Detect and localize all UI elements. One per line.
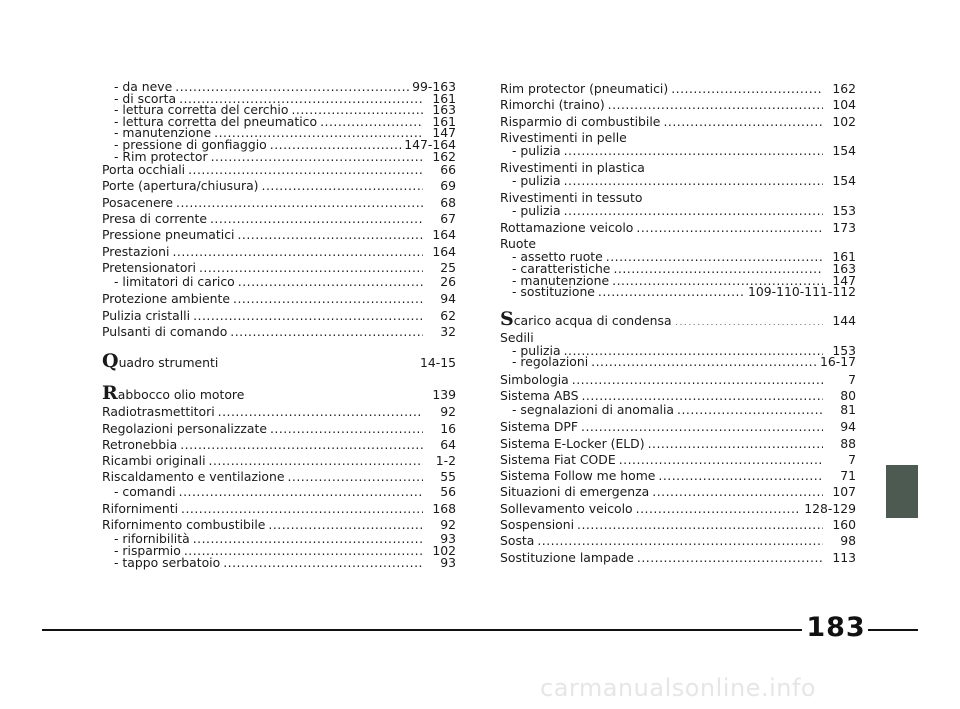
dot-leader	[658, 468, 823, 480]
dot-leader	[663, 114, 823, 126]
entry-page: 102	[432, 542, 456, 558]
dot-leader	[211, 151, 423, 163]
entry-page: 81	[840, 402, 856, 418]
entry-label	[500, 307, 672, 331]
entry-text: Rivestimenti in plastica	[500, 159, 645, 175]
index-entry	[500, 452, 856, 468]
entry-label	[102, 453, 206, 469]
entry-text: Porta occhiali	[102, 162, 186, 178]
entry-text: Sedili	[500, 329, 534, 345]
index-entry	[102, 437, 456, 453]
dot-leader	[636, 220, 823, 232]
index-entry	[102, 148, 456, 164]
dot-leader	[577, 517, 823, 529]
entry-label	[512, 142, 561, 158]
entry-page: 160	[832, 517, 856, 532]
entry-label	[102, 195, 173, 211]
entry-page: 104	[832, 97, 856, 113]
index-entry	[500, 468, 856, 484]
entry-page: 92	[440, 517, 456, 533]
entry-page: 93	[440, 554, 456, 570]
index-entry	[102, 554, 456, 570]
dot-leader	[218, 404, 423, 416]
index-entry	[102, 244, 456, 260]
entry-label	[102, 437, 177, 453]
entry-text: Porte (apertura/chiusura)	[102, 178, 259, 194]
entry-page: 94	[840, 419, 856, 435]
dot-leader	[193, 308, 423, 320]
dot-leader	[613, 263, 823, 275]
entry-label	[500, 97, 605, 113]
entry-page: 144	[832, 312, 856, 328]
dot-leader	[230, 324, 423, 336]
index-entry	[102, 384, 456, 404]
entry-page: 56	[440, 483, 456, 499]
entry-page: 32	[440, 323, 456, 339]
index-entry	[102, 195, 456, 211]
entry-page: 7	[848, 451, 856, 467]
index-entry	[102, 227, 456, 243]
entry-page: 153	[832, 342, 856, 358]
index-entry	[500, 550, 856, 566]
index-entry	[500, 205, 856, 217]
entry-text: Risparmio di combustibile	[500, 113, 661, 129]
entry-label	[102, 308, 190, 324]
entry-page: 147-164	[404, 136, 456, 152]
entry-page: 161	[432, 113, 456, 129]
entry-text: Protezione ambiente	[102, 291, 231, 307]
index-entry	[500, 517, 856, 533]
entry-label	[102, 404, 215, 420]
entry-page: 25	[440, 259, 456, 275]
entry-text: Situazioni di emergenza	[500, 484, 650, 500]
entry-text: Sistema Follow me home	[500, 468, 656, 484]
entry-label	[102, 211, 207, 227]
index-entry	[102, 178, 456, 194]
index-entry	[500, 142, 856, 158]
entry-page: 69	[440, 178, 456, 194]
index-column-left	[102, 81, 456, 568]
entry-text: - limitatori di carico	[114, 274, 235, 290]
index-column-right	[500, 81, 856, 566]
entry-text: Rottamazione veicolo	[500, 220, 634, 236]
index-entry	[500, 533, 856, 549]
dot-leader	[270, 139, 401, 151]
entry-page: 161	[432, 90, 456, 106]
dot-leader	[606, 251, 823, 263]
entry-text: carico acqua di condensa	[513, 312, 672, 328]
entry-page: 161	[832, 249, 856, 265]
entry-text: Sollevamento veicolo	[500, 500, 633, 516]
entry-page: 88	[840, 435, 856, 451]
dot-leader	[320, 116, 423, 128]
entry-label	[500, 550, 634, 566]
entry-text: - rifornibilità	[114, 531, 190, 547]
section-initial: S	[500, 307, 514, 330]
entry-page: 163	[432, 102, 456, 118]
index-entry	[500, 436, 856, 452]
entry-label	[114, 276, 235, 288]
entry-text: Simbologia	[500, 371, 569, 387]
entry-page: 55	[440, 469, 456, 485]
dot-leader	[564, 205, 823, 217]
index-entry	[102, 501, 456, 517]
dot-leader	[598, 286, 745, 298]
entry-page: 173	[832, 220, 856, 236]
entry-page: 113	[832, 549, 856, 565]
entry-label	[500, 517, 574, 533]
dot-leader	[176, 195, 423, 207]
entry-label	[500, 452, 616, 468]
entry-text: Sospensioni	[500, 517, 575, 532]
entry-label	[500, 220, 633, 236]
entry-text: Riscaldamento e ventilazione	[102, 469, 285, 485]
entry-text: - lettura corretta del cerchio	[114, 102, 289, 118]
entry-label	[500, 533, 534, 549]
entry-text: Rifornimenti	[102, 500, 179, 516]
entry-text: uadro strumenti	[118, 355, 219, 371]
entry-label	[512, 205, 561, 217]
dot-leader	[237, 227, 423, 239]
entry-text: - pulizia	[512, 203, 561, 219]
index-entry	[500, 372, 856, 388]
entry-text: - di scorta	[114, 90, 177, 106]
dot-leader	[648, 436, 823, 448]
entry-page: 164	[432, 227, 456, 243]
index-entry	[102, 421, 456, 437]
entry-page: 64	[440, 436, 456, 452]
entry-page: 7	[848, 371, 856, 387]
index-entry	[500, 404, 856, 416]
entry-text: - caratteristiche	[512, 261, 611, 277]
entry-text: Sistema Fiat CODE	[500, 451, 616, 467]
entry-text: Presa di corrente	[102, 211, 207, 227]
entry-text: Sistema E-Locker (ELD)	[500, 435, 645, 451]
entry-label	[102, 244, 169, 260]
entry-page: 26	[440, 274, 456, 290]
entry-page: 107	[832, 484, 856, 500]
entry-page: 139	[432, 387, 456, 403]
entry-page: 68	[440, 194, 456, 210]
page-number: 183	[806, 612, 866, 643]
entry-text: Rimorchi (traino)	[500, 97, 605, 113]
dot-leader	[671, 81, 823, 93]
entry-page: 154	[832, 172, 856, 188]
entry-text: Ricambi originali	[102, 453, 206, 469]
entry-label	[500, 372, 569, 388]
entry-page: 164	[432, 243, 456, 259]
dot-leader	[287, 469, 423, 481]
entry-text: - sostituzione	[512, 284, 595, 300]
index-entry	[500, 81, 856, 97]
index-entry	[500, 307, 856, 330]
dot-leader	[677, 404, 823, 416]
entry-text: Sistema ABS	[500, 387, 579, 403]
entry-page: 162	[832, 81, 856, 96]
entry-text: Pretensionatori	[102, 259, 196, 275]
entry-text: - segnalazioni di anomalia	[512, 402, 675, 418]
entry-page: 99-163	[412, 79, 456, 94]
entry-label	[102, 421, 267, 437]
dot-leader	[193, 533, 423, 545]
entry-text: - pulizia	[512, 142, 561, 158]
dot-leader	[181, 501, 423, 513]
index-entry	[102, 276, 456, 288]
dot-leader	[675, 312, 823, 324]
entry-page: 128-129	[804, 500, 856, 516]
entry-text: Rim protector (pneumatici)	[500, 81, 669, 96]
entry-label	[102, 384, 244, 405]
index-entry	[102, 291, 456, 307]
entry-page: 62	[440, 307, 456, 323]
entry-page: 163	[832, 261, 856, 277]
dot-leader	[270, 421, 423, 433]
entry-label	[512, 404, 674, 416]
entry-text: - pulizia	[512, 172, 561, 188]
entry-page: 162	[432, 148, 456, 164]
entry-text: Rifornimento combustibile	[102, 517, 266, 533]
dot-leader	[572, 372, 823, 384]
entry-text: Sostituzione lampade	[500, 549, 634, 565]
entry-text: abbocco olio motore	[117, 387, 245, 403]
index-entry	[102, 352, 456, 372]
entry-text: Rivestimenti in pelle	[500, 129, 627, 145]
entry-page: 98	[840, 533, 856, 549]
entry-label	[512, 286, 595, 298]
dot-leader	[619, 452, 823, 464]
entry-label	[102, 178, 259, 194]
dot-leader	[591, 356, 817, 368]
dot-leader	[221, 355, 417, 367]
entry-label	[500, 419, 578, 435]
entry-label	[500, 114, 660, 130]
index-entry	[500, 356, 856, 368]
entry-page: 67	[440, 211, 456, 227]
entry-label	[500, 468, 655, 484]
index-entry	[500, 419, 856, 435]
entry-text: - da neve	[114, 79, 173, 94]
dot-leader	[637, 550, 823, 562]
entry-text: - pulizia	[512, 342, 561, 358]
entry-text: Pulizia cristalli	[102, 307, 191, 323]
dot-leader	[223, 557, 423, 569]
dot-leader	[608, 97, 823, 109]
index-entry	[500, 484, 856, 500]
entry-page: 153	[832, 203, 856, 219]
entry-text: Pulsanti di comando	[102, 323, 228, 339]
dot-leader	[537, 533, 823, 545]
entry-text: Regolazioni personalizzate	[102, 420, 267, 436]
entry-text: - comandi	[114, 483, 176, 499]
dot-leader	[636, 501, 802, 513]
dot-leader	[180, 437, 423, 449]
dot-leader	[564, 145, 823, 157]
entry-label	[500, 501, 633, 517]
entry-label	[114, 554, 221, 570]
index-entry	[102, 211, 456, 227]
index-entry	[500, 172, 856, 188]
entry-text: - pressione di gonfiaggio	[114, 136, 267, 152]
entry-page: 109-110-111-112	[747, 284, 856, 300]
entry-text: Pressione pneumatici	[102, 227, 235, 243]
entry-text: Sistema DPF	[500, 419, 578, 435]
entry-text: - manutenzione	[114, 125, 212, 141]
section-thumb-tab	[886, 465, 918, 518]
entry-page: 14-15	[419, 355, 456, 371]
dot-leader	[199, 260, 423, 272]
index-entry	[500, 114, 856, 130]
entry-text: Rivestimenti in tessuto	[500, 190, 643, 206]
entry-text: - assetto ruote	[512, 249, 603, 265]
dot-leader	[209, 453, 423, 465]
entry-page: 154	[832, 142, 856, 158]
entry-text: Retronebbia	[102, 436, 178, 452]
entry-label	[102, 352, 218, 373]
entry-text: - lettura corretta del pneumatico	[114, 113, 318, 129]
entry-text: - manutenzione	[512, 272, 610, 288]
dot-leader	[238, 276, 423, 288]
watermark: carmanualsonline.info	[540, 674, 817, 702]
dot-leader	[179, 486, 423, 498]
index-entry	[102, 162, 456, 178]
entry-label	[500, 484, 649, 500]
index-entry	[500, 286, 856, 298]
entry-label	[500, 436, 645, 452]
entry-page: 147	[832, 272, 856, 288]
dot-leader	[564, 345, 823, 357]
dot-leader	[581, 419, 823, 431]
section-initial: Q	[102, 350, 119, 373]
entry-page: 147	[432, 125, 456, 141]
entry-page: 94	[440, 291, 456, 307]
entry-text: Radiotrasmettitori	[102, 404, 215, 420]
index-entry	[500, 220, 856, 236]
dot-leader	[233, 291, 423, 303]
entry-page: 80	[840, 387, 856, 403]
index-entry	[102, 483, 456, 499]
dot-leader	[247, 387, 423, 399]
entry-label	[102, 501, 178, 517]
dot-leader	[564, 175, 823, 187]
dot-leader	[581, 388, 823, 400]
entry-label	[114, 148, 208, 164]
entry-page: 16	[440, 420, 456, 436]
entry-page: 71	[840, 468, 856, 484]
entry-text: - tappo serbatoio	[114, 554, 221, 570]
entry-text: - risparmio	[114, 542, 181, 558]
entry-page: 16-17	[819, 354, 856, 370]
entry-text: Ruote	[500, 236, 536, 252]
entry-text: - Rim protector	[114, 148, 208, 164]
dot-leader	[268, 517, 423, 529]
section-initial: R	[102, 382, 118, 405]
entry-text: Posacenere	[102, 194, 174, 210]
dot-leader	[175, 81, 409, 93]
entry-text: Sosta	[500, 533, 535, 549]
footer-rule-right	[868, 629, 918, 631]
entry-label	[102, 324, 227, 340]
entry-label	[512, 356, 588, 368]
index-entry	[102, 308, 456, 324]
entry-page: 93	[440, 531, 456, 547]
entry-label	[102, 291, 230, 307]
entry-text: - regolazioni	[512, 354, 589, 370]
entry-text: Prestazioni	[102, 243, 170, 259]
entry-label	[102, 162, 185, 178]
entry-label	[512, 172, 561, 188]
index-entry	[500, 501, 856, 517]
entry-label	[102, 227, 234, 243]
entry-page: 1-2	[435, 453, 456, 469]
entry-page: 102	[832, 113, 856, 129]
dot-leader	[262, 178, 424, 190]
index-entry	[102, 404, 456, 420]
entry-label	[114, 483, 176, 499]
dot-leader	[172, 244, 423, 256]
dot-leader	[188, 162, 423, 174]
index-entry	[102, 453, 456, 469]
dot-leader	[652, 484, 823, 496]
index-entry	[500, 97, 856, 113]
dot-leader	[210, 211, 423, 223]
entry-page: 66	[440, 162, 456, 178]
index-entry	[102, 324, 456, 340]
entry-page: 92	[440, 404, 456, 420]
footer-rule-left	[42, 629, 802, 631]
entry-label	[500, 81, 668, 97]
entry-page: 168	[432, 500, 456, 516]
